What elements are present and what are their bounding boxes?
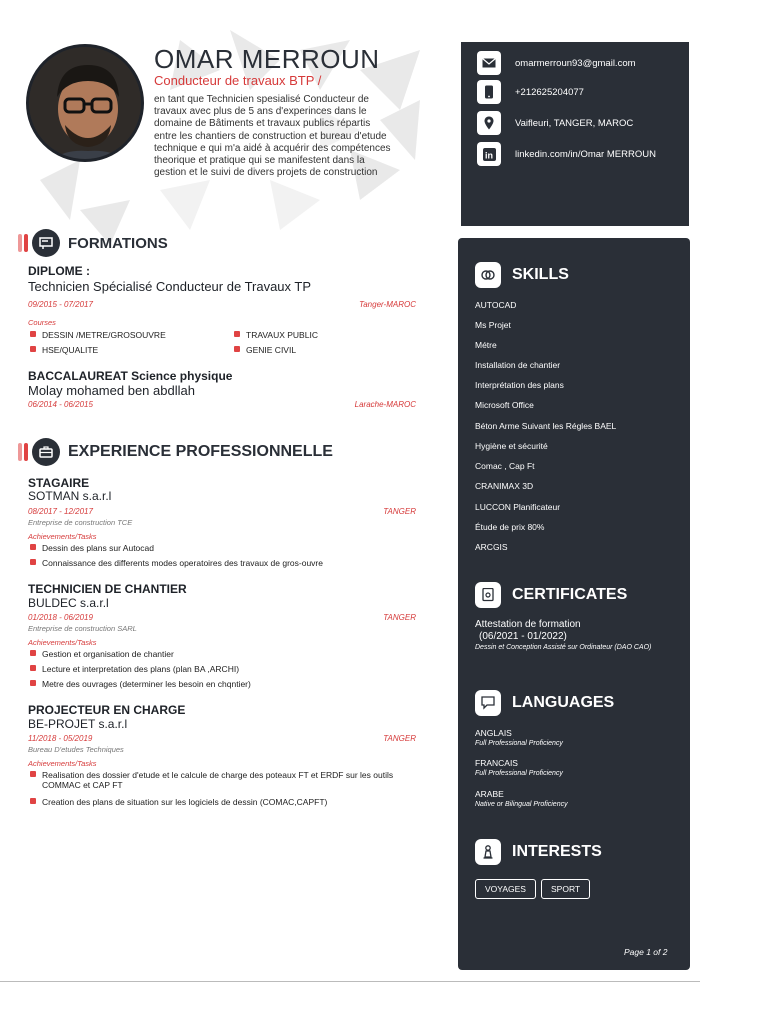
- skill-item: Hygiène et sécurité: [475, 441, 548, 451]
- task-item: Gestion et organisation de chantier: [30, 649, 174, 659]
- language-level: Full Professional Proficiency: [475, 770, 563, 777]
- graduation-icon: [32, 229, 60, 257]
- experience-3-company: BE-PROJET s.a.r.l: [28, 717, 128, 731]
- interests-title: INTERESTS: [512, 843, 602, 860]
- skill-item: LUCCON Planificateur: [475, 502, 561, 512]
- certificate-description: Dessin et Conception Assisté sur Ordinateur (DAO CAO): [475, 644, 652, 651]
- section-accent-bars: [18, 234, 28, 252]
- location-pin-icon: [477, 111, 501, 135]
- skill-item: CRANIMAX 3D: [475, 481, 534, 491]
- formation-1-location: Tanger-MAROC: [359, 300, 416, 309]
- chess-piece-icon: [475, 839, 501, 865]
- skill-item: Béton Arme Suivant les Régles BAEL: [475, 421, 617, 431]
- experience-1-company: SOTMAN s.a.r.l: [28, 489, 112, 503]
- formations-title: FORMATIONS: [68, 234, 168, 252]
- contact-address-row: [477, 111, 633, 135]
- formation-2-date: 06/2014 - 06/2015: [28, 400, 93, 409]
- formation-2-title: BACCALAUREAT Science physique: [28, 369, 233, 383]
- candidate-role: Conducteur de travaux BTP /: [154, 73, 322, 88]
- contact-phone[interactable]: +212625204077: [515, 86, 584, 98]
- experience-section-header: [18, 438, 333, 466]
- page-bottom-divider: [0, 981, 700, 982]
- contact-panel: [461, 42, 689, 226]
- languages-title: LANGUAGES: [512, 694, 615, 711]
- certificate-name: Attestation de formation: [475, 619, 581, 630]
- contact-email-row[interactable]: [477, 51, 636, 75]
- language-level: Full Professional Proficiency: [475, 740, 563, 747]
- course-item: GENIE CIVIL: [234, 345, 296, 355]
- skills-section-header: [475, 262, 569, 288]
- envelope-icon: [477, 51, 501, 75]
- phone-icon: [477, 80, 501, 104]
- tasks-label: Achievements/Tasks: [28, 638, 97, 647]
- contact-email[interactable]: omarmerroun93@gmail.com: [515, 57, 636, 69]
- profile-photo: [26, 44, 144, 162]
- contact-linkedin[interactable]: linkedin.com/in/Omar MERROUN: [515, 148, 656, 160]
- experience-2-date: 01/2018 - 06/2019: [28, 613, 93, 622]
- tasks-label: Achievements/Tasks: [28, 532, 97, 541]
- experience-2-description: Entreprise de construction SARL: [28, 624, 137, 633]
- experience-1-location: TANGER: [383, 507, 416, 516]
- course-item: TRAVAUX PUBLIC: [234, 330, 318, 340]
- skill-item: AUTOCAD: [475, 300, 517, 310]
- experience-1-title: STAGAIRE: [28, 476, 90, 490]
- experience-3-location: TANGER: [383, 734, 416, 743]
- skills-title: SKILLS: [512, 266, 569, 283]
- language-level: Native or Bilingual Proficiency: [475, 801, 568, 808]
- formation-1-subtitle: Technicien Spécialisé Conducteur de Travaux TP: [28, 279, 312, 294]
- experience-2-location: TANGER: [383, 613, 416, 622]
- skill-item: Comac , Cap Ft: [475, 461, 535, 471]
- course-item: DESSIN /METRE/GROSOUVRE: [30, 330, 166, 340]
- interest-tag: SPORT: [541, 879, 590, 899]
- language-name: FRANCAIS: [475, 758, 518, 768]
- experience-3-title: PROJECTEUR EN CHARGE: [28, 703, 186, 717]
- certificates-title: CERTIFICATES: [512, 586, 628, 603]
- experience-2-company: BULDEC s.a.r.l: [28, 596, 109, 610]
- experience-3-date: 11/2018 - 05/2019: [28, 734, 93, 743]
- language-name: ARABE: [475, 789, 504, 799]
- experience-1-date: 08/2017 - 12/2017: [28, 507, 93, 516]
- skill-item: Métre: [475, 340, 497, 350]
- contact-phone-row[interactable]: [477, 80, 584, 104]
- brain-icon: [475, 262, 501, 288]
- course-item: HSE/QUALITE: [30, 345, 98, 355]
- task-item: Connaissance des differents modes operatoires des travaux de gros-ouvre: [30, 558, 323, 568]
- briefcase-icon: [32, 438, 60, 466]
- candidate-name: OMAR MERROUN: [154, 44, 380, 74]
- formations-section-header: [18, 229, 168, 257]
- contact-linkedin-row[interactable]: [477, 142, 656, 166]
- languages-section-header: [475, 690, 614, 716]
- speech-bubble-icon: [475, 690, 501, 716]
- interest-tag: VOYAGES: [475, 879, 536, 899]
- formation-2-subtitle: Molay mohamed ben abdllah: [28, 383, 195, 398]
- language-name: ANGLAIS: [475, 728, 512, 738]
- interests-section-header: [475, 839, 602, 865]
- contact-address: Vaifleuri, TANGER, MAROC: [515, 117, 634, 129]
- certificate-icon: [475, 582, 501, 608]
- experience-3-description: Bureau D'etudes Techniques: [28, 745, 124, 754]
- experience-title: EXPERIENCE PROFESSIONNELLE: [68, 443, 333, 460]
- certificate-date: (06/2021 - 01/2022): [479, 631, 567, 642]
- skill-item: Interprétation des plans: [475, 380, 564, 390]
- courses-label: Courses: [28, 318, 56, 327]
- task-item: Dessin des plans sur Autocad: [30, 543, 154, 553]
- page-number: Page 1 of 2: [624, 947, 668, 957]
- skill-item: Étude de prix 80%: [475, 522, 545, 532]
- tasks-label: Achievements/Tasks: [28, 759, 97, 768]
- skill-item: ARCGIS: [475, 542, 508, 552]
- skill-item: Ms Projet: [475, 320, 511, 330]
- formation-1-title: DIPLOME :: [28, 264, 90, 278]
- linkedin-icon: [477, 142, 501, 166]
- section-accent-bars: [18, 443, 28, 461]
- formation-1-date: 09/2015 - 07/2017: [28, 300, 93, 309]
- skill-item: Installation de chantier: [475, 360, 561, 370]
- task-item: Lecture et interpretation des plans (plan BA ,ARCHI): [30, 664, 239, 674]
- experience-1-description: Entreprise de construction TCE: [28, 518, 133, 527]
- experience-2-title: TECHNICIEN DE CHANTIER: [28, 582, 187, 596]
- formation-2-location: Larache-MAROC: [354, 400, 416, 409]
- certificates-section-header: [475, 582, 627, 608]
- task-item: Creation des plans de situation sur les logiciels de dessin (COMAC,CAPFT): [30, 797, 327, 807]
- task-item: Realisation des dossier d'etude et le calcule de charge des poteaux FT et ERDF sur les outils COMMAC et CAP FT: [30, 770, 410, 790]
- profile-summary: en tant que Technicien spesialisé Conducteur de travaux avec plus de 5 ans d'experinces dans le domaine de Bâtiments et travaux publics répartis entre les chantiers de construction et bureau d'etude technique e qui m'a aidé à acquérir des compétences theorique et pratique qui se manifestent dans la gestion et le suivi de divers projets de construction: [154, 94, 391, 179]
- sidebar-panel: [458, 238, 690, 970]
- skill-item: Microsoft Office: [475, 400, 534, 410]
- svg-text:in: in: [484, 150, 493, 160]
- task-item: Metre des ouvrages (determiner les besoin en chqntier): [30, 679, 251, 689]
